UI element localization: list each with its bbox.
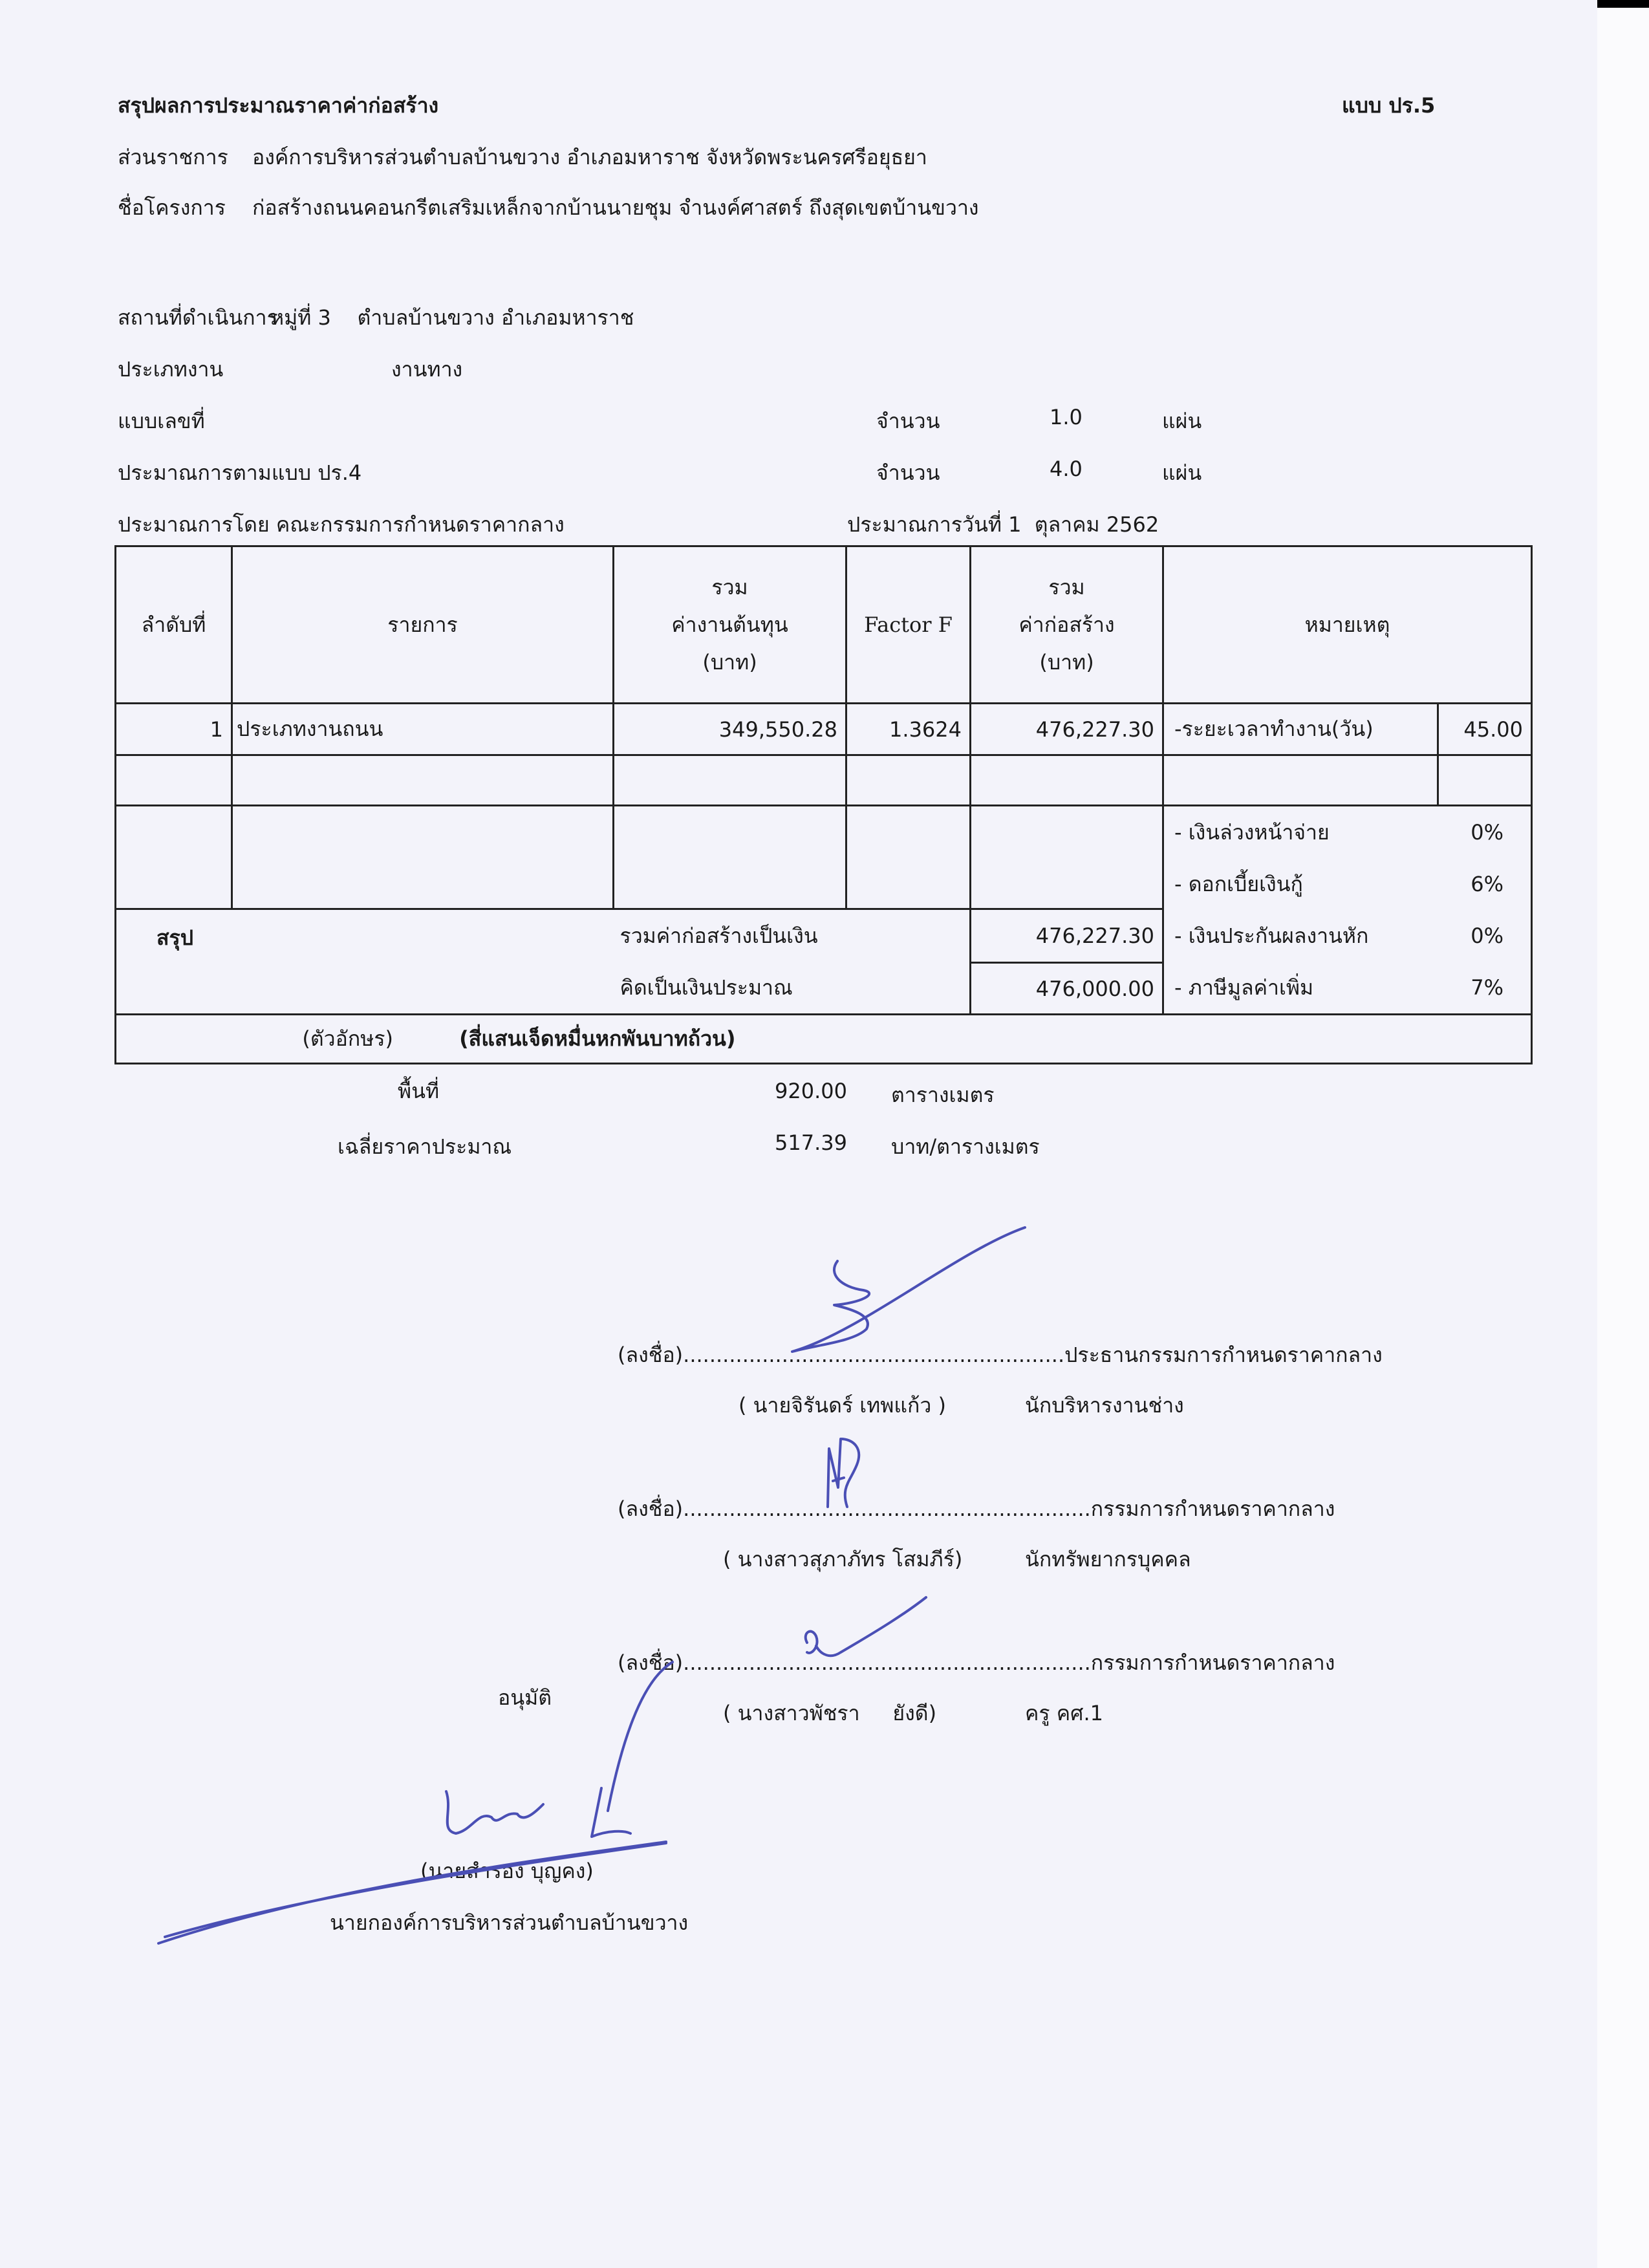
row1-total: 476,227.30 xyxy=(971,704,1163,755)
estimated-by: ประมาณการโดย คณะกรรมการกำหนดราคากลาง xyxy=(118,512,565,537)
location-value: หมู่ที่ 3 ตำบลบ้านขวาง อำเภอมหาราช xyxy=(270,305,634,330)
header-factor: Factor F xyxy=(846,546,971,704)
signer-position-2: นักทรัพยากรบุคคล xyxy=(1025,1547,1191,1571)
sign-role-3: กรรมการกำหนดราคากลาง xyxy=(1090,1650,1335,1675)
sign-line-3 xyxy=(618,1647,1335,1679)
location-label: สถานที่ดำเนินการ xyxy=(118,305,278,330)
words-label: (ตัวอักษร) xyxy=(302,1026,393,1051)
area-unit: ตารางเมตร xyxy=(891,1083,995,1107)
estimate-table xyxy=(114,545,1533,1064)
header-seq: ลำดับที่ xyxy=(116,546,232,704)
sum-total-value: 476,227.30 xyxy=(971,909,1163,963)
header-cost-line2: ค่างานต้นทุน xyxy=(671,612,788,637)
sign-prefix-1: (ลงชื่อ) xyxy=(618,1343,684,1367)
sum-total-label: รวมค่าก่อสร้างเป็นเงิน xyxy=(614,909,971,963)
project-value: ก่อสร้างถนนคอนกรีตเสริมเหล็กจากบ้านนายชุม จำนงค์ศาสตร์ ถึงสุดเขตบ้านขวาง xyxy=(252,195,979,220)
table-row-empty xyxy=(116,755,1532,806)
header-remark: หมายเหตุ xyxy=(1163,546,1532,704)
note-interest-label: - ดอกเบี้ยเงินกู้ xyxy=(1174,871,1303,896)
row1-cost: 349,550.28 xyxy=(614,704,846,755)
header-cost-line1: รวม xyxy=(711,575,748,599)
note-vat xyxy=(1174,962,1503,1013)
agency-value: องค์การบริหารส่วนตำบลบ้านขวาง อำเภอมหาราช จังหวัดพระนครศรีอยุธยา xyxy=(252,145,927,169)
drawing-unit: แผ่น xyxy=(1162,409,1202,433)
sign-dots-3: .............................................................. xyxy=(683,1650,1091,1675)
note-guarantee xyxy=(1174,910,1503,962)
sign-dots-1: .......................................................... xyxy=(683,1343,1065,1367)
header-total-line3: (บาท) xyxy=(1039,650,1094,675)
summary-label-cell xyxy=(116,909,614,1015)
note-vat-value: 7% xyxy=(1471,975,1503,1000)
note-advance-label: - เงินล่วงหน้าจ่าย xyxy=(1174,819,1330,845)
area-value: 920.00 xyxy=(775,1079,847,1103)
table-row-empty xyxy=(116,806,1532,909)
row1-seq: 1 xyxy=(116,704,232,755)
note-guarantee-value: 0% xyxy=(1471,923,1503,948)
pr4-qty: 4.0 xyxy=(1050,457,1083,481)
row1-remark: -ระยะเวลาทำงาน(วัน) xyxy=(1163,704,1438,755)
words-cell xyxy=(116,1015,1532,1064)
note-interest xyxy=(1174,858,1503,910)
note-advance-value: 0% xyxy=(1471,820,1503,845)
project-label: ชื่อโครงการ xyxy=(118,195,226,220)
approver-name: (นายสำรอง บุญคง) xyxy=(420,1859,594,1883)
pr4-unit: แผ่น xyxy=(1162,460,1202,485)
sign-line-1 xyxy=(618,1339,1383,1372)
drawing-qty: 1.0 xyxy=(1050,405,1083,429)
words-value: (สี่แสนเจ็ดหมื่นหกพันบาทถ้วน) xyxy=(459,1026,736,1051)
sum-approx-label: คิดเป็นเงินประมาณ xyxy=(620,975,793,1000)
header-cost xyxy=(614,546,846,704)
sign-dots-2: .............................................................. xyxy=(683,1496,1091,1521)
avg-unit: บาท/ตารางเมตร xyxy=(891,1134,1040,1159)
sum-approx-value: 476,000.00 xyxy=(971,963,1163,1015)
estimate-date: ประมาณการวันที่ 1 ตุลาคม 2562 xyxy=(847,512,1159,537)
header-total-line2: ค่าก่อสร้าง xyxy=(1018,612,1115,637)
table-row xyxy=(116,704,1532,755)
sign-prefix-2: (ลงชื่อ) xyxy=(618,1496,684,1521)
work-type-value: งานทาง xyxy=(391,357,463,382)
agency-label: ส่วนราชการ xyxy=(118,145,228,169)
signer-position-3: ครู คศ.1 xyxy=(1025,1701,1104,1725)
sign-prefix-3: (ลงชื่อ) xyxy=(618,1650,684,1675)
row1-item: ประเภทงานถนน xyxy=(232,704,614,755)
sign-role-2: กรรมการกำหนดราคากลาง xyxy=(1090,1496,1335,1521)
area-label: พื้นที่ xyxy=(398,1079,440,1103)
summary-label: สรุป xyxy=(156,925,194,950)
signature-chairman xyxy=(792,1227,1025,1352)
sign-line-2 xyxy=(618,1493,1335,1526)
row1-factor: 1.3624 xyxy=(846,704,971,755)
note-interest-value: 6% xyxy=(1471,872,1503,896)
signer-name-1: ( นายจิรันดร์ เทพแก้ว ) xyxy=(738,1393,946,1418)
sign-role-1: ประธานกรรมการกำหนดราคากลาง xyxy=(1064,1343,1383,1367)
note-guarantee-label: - เงินประกันผลงานหัก xyxy=(1174,923,1369,948)
work-type-label: ประเภทงาน xyxy=(118,357,224,382)
signer-position-1: นักบริหารงานช่าง xyxy=(1025,1393,1184,1418)
signer-name-3: ( นางสาวพัชรา ยังดี) xyxy=(723,1701,937,1725)
scan-edge xyxy=(1597,0,1649,2268)
scan-edge-corner xyxy=(1597,0,1649,8)
approval-label: อนุมัติ xyxy=(498,1685,552,1710)
note-advance xyxy=(1174,806,1503,858)
table-header-row xyxy=(116,546,1532,704)
header-cost-line3: (บาท) xyxy=(702,650,757,675)
avg-value: 517.39 xyxy=(775,1130,847,1155)
words-row xyxy=(116,1015,1532,1064)
avg-label: เฉลี่ยราคาประมาณ xyxy=(338,1134,512,1159)
signature-approver xyxy=(158,1662,673,1943)
document-title: สรุปผลการประมาณราคาค่าก่อสร้าง xyxy=(118,93,439,118)
signer-name-2: ( นางสาวสุภาภัทร โสมภีร์) xyxy=(723,1547,963,1571)
drawing-label: แบบเลขที่ xyxy=(118,409,205,433)
pr4-qty-label: จำนวน xyxy=(876,460,940,485)
notes-cell xyxy=(1163,806,1532,1015)
row1-remark-value: 45.00 xyxy=(1438,704,1532,755)
approver-position: นายกองค์การบริหารส่วนตำบลบ้านขวาง xyxy=(330,1910,689,1935)
drawing-qty-label: จำนวน xyxy=(876,409,940,433)
form-code: แบบ ปร.5 xyxy=(1342,93,1436,118)
header-total-line1: รวม xyxy=(1048,575,1085,599)
header-item: รายการ xyxy=(232,546,614,704)
header-total xyxy=(971,546,1163,704)
note-vat-label: - ภาษีมูลค่าเพิ่ม xyxy=(1174,975,1314,1000)
pr4-label: ประมาณการตามแบบ ปร.4 xyxy=(118,460,362,485)
